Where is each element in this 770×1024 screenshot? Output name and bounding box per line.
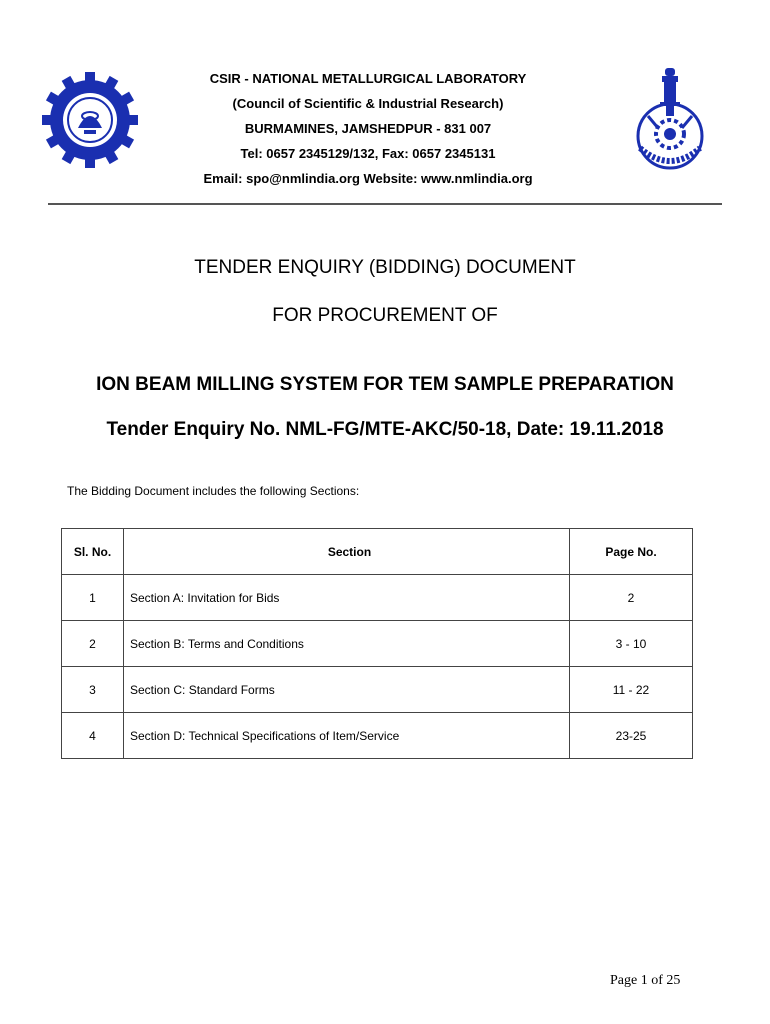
- page-cell: 23-25: [570, 713, 693, 759]
- sl-no-cell: 3: [62, 667, 124, 713]
- table-row: [62, 667, 693, 713]
- page-cell: 11 - 22: [570, 667, 693, 713]
- page-cell: 2: [570, 575, 693, 621]
- section-cell: Section D: Technical Specifications of Item/Service: [124, 713, 570, 759]
- sl-no-cell: 2: [62, 621, 124, 667]
- col-sl-no: Sl. No.: [62, 529, 124, 575]
- tender-number: Tender Enquiry No. NML-FG/MTE-AKC/50-18, Date: 19.11.2018: [106, 419, 664, 440]
- org-phone: Tel: 0657 2345129/132, Fax: 0657 2345131: [240, 146, 496, 161]
- col-page-no: Page No.: [570, 529, 693, 575]
- csir-logo-icon: [40, 70, 140, 170]
- intro-text: The Bidding Document includes the following Sections:: [67, 484, 360, 498]
- letterhead: [0, 0, 770, 210]
- header-divider: [48, 203, 722, 205]
- sections-table: [61, 528, 693, 759]
- nml-logo-icon: [618, 66, 722, 178]
- page-cell: 3 - 10: [570, 621, 693, 667]
- table-row: [62, 621, 693, 667]
- org-contact: Email: spo@nmlindia.org Website: www.nmlindia.org: [203, 171, 533, 186]
- section-cell: Section B: Terms and Conditions: [124, 621, 570, 667]
- table-row: [62, 575, 693, 621]
- procurement-item: ION BEAM MILLING SYSTEM FOR TEM SAMPLE PREPARATION: [96, 374, 674, 395]
- sl-no-cell: 4: [62, 713, 124, 759]
- section-cell: Section C: Standard Forms: [124, 667, 570, 713]
- org-name: CSIR - NATIONAL METALLURGICAL LABORATORY: [209, 71, 527, 86]
- document-subtitle: FOR PROCUREMENT OF: [272, 305, 498, 326]
- col-section: Section: [124, 529, 570, 575]
- sl-no-cell: 1: [62, 575, 124, 621]
- section-cell: Section A: Invitation for Bids: [124, 575, 570, 621]
- table-header-row: [62, 529, 693, 575]
- org-address: BURMAMINES, JAMSHEDPUR - 831 007: [244, 121, 492, 136]
- page-number: Page 1 of 25: [610, 973, 681, 988]
- table-row: [62, 713, 693, 759]
- document-title: TENDER ENQUIRY (BIDDING) DOCUMENT: [194, 257, 576, 278]
- org-parent: (Council of Scientific & Industrial Research): [232, 96, 504, 111]
- letterhead-text: [150, 72, 586, 197]
